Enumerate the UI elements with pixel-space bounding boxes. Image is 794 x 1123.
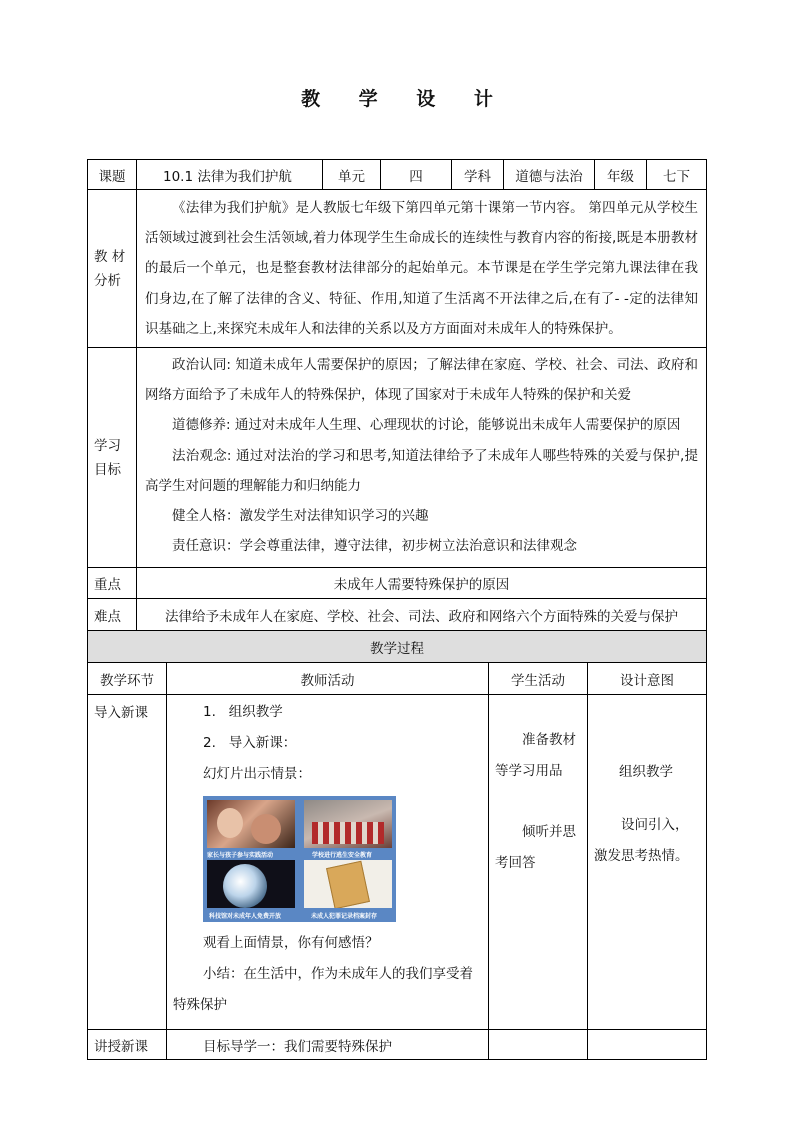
intro-teacher bbox=[166, 694, 489, 1030]
difficulty-label: 难点 bbox=[87, 598, 137, 631]
photo-school-safety bbox=[304, 800, 392, 848]
objective-item: 法治观念: 通过对法治的学习和思考,知道法律给予了未成年人哪些特殊的关爱与保护,提高学生对问题的理解能力和归纳能力 bbox=[145, 447, 698, 494]
col-header-teacher: 教师活动 bbox=[166, 662, 489, 695]
col-header-intent: 设计意图 bbox=[587, 662, 707, 695]
key-point-label: 重点 bbox=[87, 567, 137, 599]
unit-label: 单元 bbox=[322, 159, 381, 190]
process-section-title: 教学过程 bbox=[87, 630, 707, 663]
analysis-label-line1: 教 材 bbox=[94, 248, 126, 265]
analysis-label-line2: 分析 bbox=[94, 272, 121, 289]
objectives-label-line1: 学习 bbox=[94, 437, 121, 454]
new-intent bbox=[587, 1029, 707, 1060]
col-header-student: 学生活动 bbox=[488, 662, 588, 695]
intro-stage bbox=[87, 694, 167, 1030]
intro-item-1 bbox=[173, 697, 480, 728]
topic-value: 10.1 法律为我们护航 bbox=[136, 159, 323, 190]
photo-caption: 学校进行逃生安全教育 bbox=[312, 852, 373, 859]
photo-caption: 家长与孩子参与实践活动 bbox=[207, 852, 274, 859]
key-point-text: 未成年人需要特殊保护的原因 bbox=[136, 567, 707, 599]
difficulty-text: 法律给予未成年人在家庭、学校、社会、司法、政府和网络六个方面特殊的关爱与保护 bbox=[136, 598, 707, 631]
analysis-content bbox=[136, 189, 707, 348]
col-header-stage: 教学环节 bbox=[87, 662, 167, 695]
photo-science-museum bbox=[207, 860, 295, 908]
photo-caption: 科技馆对未成年人免费开放 bbox=[209, 913, 282, 920]
intent-2: 设问引入，激发思考热情。 bbox=[594, 817, 689, 864]
objective-item: 健全人格：激发学生对法律知识学习的兴趣 bbox=[172, 508, 429, 525]
photo-caption: 未成人犯罪记录档案封存 bbox=[311, 913, 378, 920]
objective-item: 道德修养: 通过对未成年人生理、心理现状的讨论，能够说出未成年人需要保护的原因 bbox=[172, 417, 681, 434]
intro-item-2-text: 导入新课： bbox=[228, 735, 297, 751]
grade-label: 年级 bbox=[594, 159, 647, 190]
intro-item-1-num: 1. bbox=[203, 704, 216, 720]
page-title: 教 学 设 计 bbox=[301, 88, 509, 110]
slide-photo-grid bbox=[203, 796, 396, 922]
student-activity-2: 倾听并思考回答 bbox=[495, 824, 576, 871]
photo-record-archive bbox=[304, 860, 392, 908]
intro-item-2-num: 2. bbox=[203, 735, 216, 751]
objective-item: 责任意识：学会尊重法律，遵守法律，初步树立法治意识和法律观念 bbox=[172, 538, 577, 555]
objective-item: 政治认同: 知道未成年人需要保护的原因；了解法律在家庭、学校、社会、司法、政府和网络方面给予了未成年人的特殊保护，体现了国家对于未成年人特殊的保护和关爱 bbox=[145, 357, 698, 404]
new-student bbox=[488, 1029, 588, 1060]
intro-student bbox=[488, 694, 588, 1030]
subject-label: 学科 bbox=[451, 159, 504, 190]
objectives-content bbox=[136, 347, 707, 568]
intro-intent bbox=[587, 694, 707, 1030]
unit-value: 四 bbox=[380, 159, 452, 190]
objectives-label bbox=[87, 347, 137, 568]
student-activity-1: 准备教材等学习用品 bbox=[495, 732, 576, 779]
intro-summary: 小结：在生活中，作为未成年人的我们享受着特殊保护 bbox=[173, 966, 473, 1013]
analysis-label bbox=[87, 189, 137, 348]
slide-text: 幻灯片出示情景： bbox=[203, 766, 311, 782]
photo-family-activity bbox=[207, 800, 295, 848]
intro-item-1-text: 组织教学 bbox=[228, 704, 283, 720]
new-stage: 讲授新课 bbox=[87, 1029, 167, 1060]
intent-1: 组织教学 bbox=[619, 764, 673, 780]
intro-stage-label: 导入新课 bbox=[94, 705, 148, 721]
objectives-label-line2: 目标 bbox=[94, 461, 121, 478]
grade-value: 七下 bbox=[646, 159, 707, 190]
intro-item-2 bbox=[173, 728, 480, 759]
topic-label: 课题 bbox=[87, 159, 137, 190]
subject-value: 道德与法治 bbox=[503, 159, 595, 190]
new-teacher: 目标导学一：我们需要特殊保护 bbox=[166, 1029, 489, 1060]
analysis-text: 《法律为我们护航》是人教版七年级下第四单元第十课第一节内容。 第四单元从学校生活领域过渡到社会生活领域,着力体现学生生命成长的连续性与教育内容的衔接,既是本册教材的最后一个单元，也是整套教材法律部分的起始单元。本节课是在学生学完第九课法律在我们身边,在了解了法律的含义、特征、作用,知道了生活离不开法律之后,在有了- -定的法律知识基础之上,来探究未成年人和法律的关系以及方方面面对未成年人的特殊保护。 bbox=[145, 200, 698, 337]
intro-question: 观看上面情景，你有何感悟？ bbox=[203, 935, 379, 951]
